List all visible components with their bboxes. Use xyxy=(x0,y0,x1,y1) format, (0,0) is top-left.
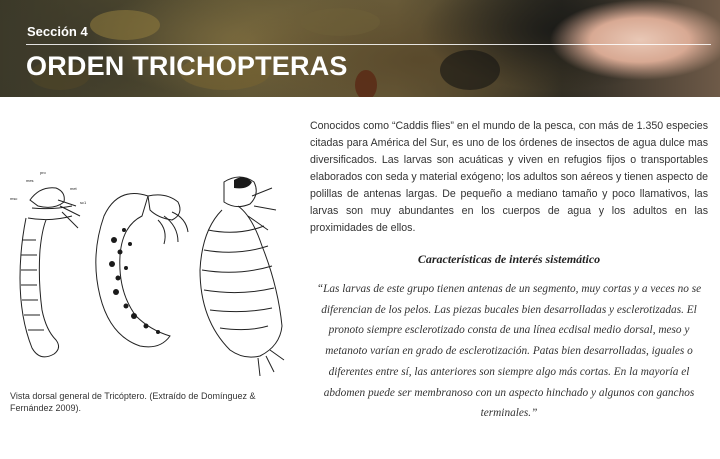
characteristics-quote: “Las larvas de este grupo tienen antenas de un segmento, muy cortas y a veces no se diferencian de los pelos. Las piezas bucales bien desarrolladas y esclerotizadas. El pronoto siempre esclerotizado consta de una línea ecdisal medio dorsal, meso y metanoto varían en grado de esclerotización. Patas bien desarrolladas, iguales o diferentes entre sí, las anteriores son siempre algo más cortas. En la mayoría el abdomen puede ser membranoso con un aspecto hinchado y algunos con ganchos terminales.” xyxy=(316,283,702,420)
characteristics-heading: Características de interés sistemático xyxy=(417,252,601,266)
figure-label-met: met xyxy=(70,186,77,191)
section-label: Sección 4 xyxy=(27,24,88,39)
larva-1-head xyxy=(30,188,64,208)
larva-3-body xyxy=(200,206,282,357)
figure-caption: Vista dorsal general de Tricóptero. (Extraído de Domínguez & Fernández 2009). xyxy=(10,391,256,413)
larva-1-body xyxy=(20,218,59,357)
larva-illustration xyxy=(8,160,298,382)
figure-label-mes: mes xyxy=(26,178,34,183)
intro-paragraph: Conocidos como “Caddis flies” en el mundo de la pesca, con más de 1.350 especies citadas para América del Sur, es uno de los órdenes de insectos de agua dulce mas diversificados. Las larvas son acuáticas y viven en refugios fijos o transportables elaborados con seda y material exógeno; los adultos son aéreos y tienen aspecto de polillas de antenas largas. De pequeño a mediano tamaño y poco llamativos, las larvas son muy abundantes en los cuerpos de agua y los adultos en las proximidades de ellos. xyxy=(310,120,708,234)
figure-label-sc1: sc1 xyxy=(80,200,87,205)
figure-label-pro: pro xyxy=(40,170,46,175)
figure-label-msc: msc xyxy=(10,196,18,201)
header-banner xyxy=(0,0,720,97)
header-divider xyxy=(26,44,711,45)
page-title: ORDEN TRICHOPTERAS xyxy=(26,51,348,81)
